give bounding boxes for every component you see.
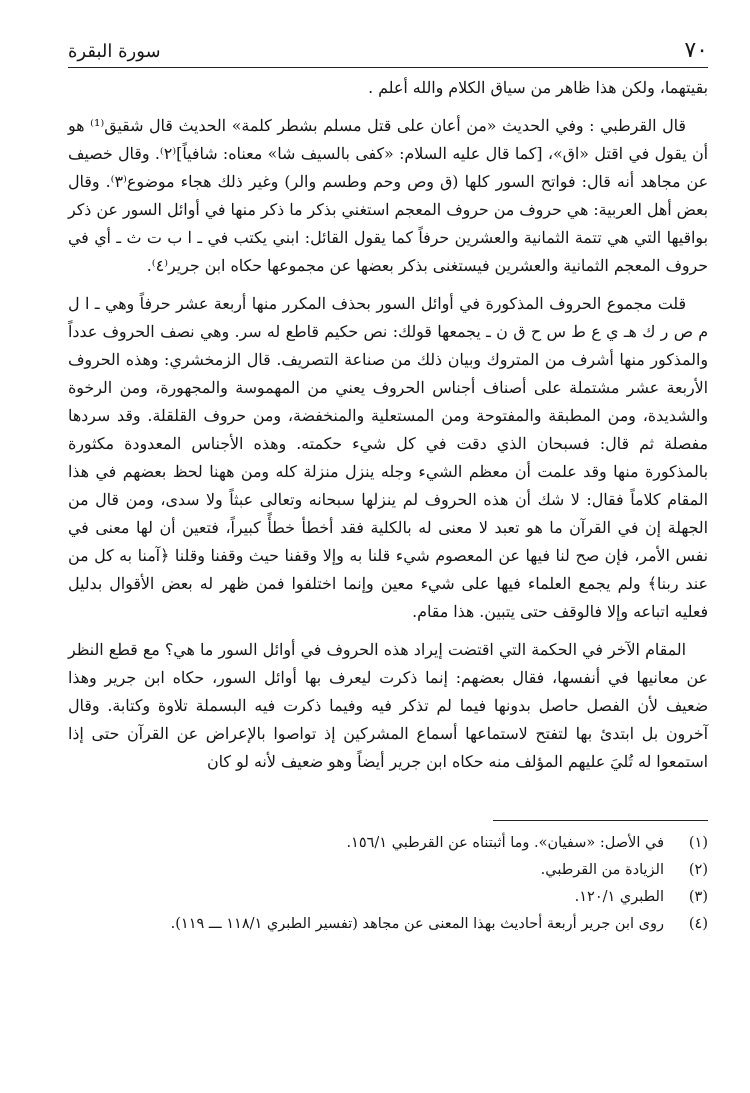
footnote-divider — [493, 820, 708, 821]
footnote — [68, 911, 708, 938]
page-number: ٧٠ — [684, 38, 708, 63]
footnotes — [68, 830, 708, 938]
footnote-text: الطبري ١٢٠/١. — [574, 889, 664, 905]
footnote — [68, 884, 708, 911]
page-header — [68, 30, 708, 68]
footnote-number: (٤) — [688, 916, 708, 932]
surah-title: سورة البقرة — [68, 41, 161, 62]
paragraph: المقام الآخر في الحكمة التي اقتضت إيراد هذه الحروف في أوائل السور ما هي؟ مع قطع النظر عن معانيها في أنفسها، فقال بعضهم: إنما ذكرت ليعرف بها أوائل السور، حكاه ابن جرير وهذا ضعيف لأن الفصل حاصل بدونها فيما لم تذكر فيه وفيما ذكرت فيه البسملة تلاوة وكتابة. وقال آخرون بل ابتدئ بها لتفتح لاستماعها أسماع المشركين إذ تواصوا بالإعراض عن القرآن حتى إذا استمعوا له تُليَ عليهم المؤلف منه حكاه ابن جرير أيضاً وهو ضعيف لأنه لو كان — [68, 640, 708, 771]
footnote — [68, 857, 708, 884]
footnote-number: (٢) — [688, 862, 708, 878]
footnote-number: (١) — [688, 835, 708, 851]
main-text — [68, 74, 708, 776]
footnote-text: الزيادة من القرطبي. — [540, 862, 664, 878]
paragraph: بقيتهما، ولكن هذا ظاهر من سياق الكلام والله أعلم . — [368, 78, 708, 97]
book-page — [68, 30, 708, 1070]
footnote — [68, 830, 708, 857]
paragraph: قلت مجموع الحروف المذكورة في أوائل السور بحذف المكرر منها أربعة عشر حرفاً وهي ـ ا ل م ص ر ك هـ ي ع ط س ح ق ن ـ يجمعها قولك: نص حكيم قاطع له سر. وهي نصف الحروف عدداً والمذكور منها أشرف من المتروك وبيان ذلك من صناعة التصريف. قال الزمخشري: وهذه الحروف الأربعة عشر مشتملة على أصناف أجناس الحروف يعني من المهموسة والمجهورة، ومن الرخوة والشديدة، ومن المطبقة والمفتوحة ومن المستعلية والمنخفضة، ومن حروف القلقلة. وقد سردها مفصلة ثم قال: فسبحان الذي دقت في كل شيء حكمته. وهذه الأجناس المعدودة مكثورة بالمذكورة منها وقد علمت أن معظم الشيء وجله ينزل منزلة كله ومن ههنا لحظ بعضهم في هذا المقام كلاماً فقال: لا شك أن هذه الحروف لم ينزلها سبحانه وتعالى عبثاً ولا سدى، ومن قال من الجهلة إن في القرآن ما هو تعبد لا معنى له بالكلية فقد أخطأ خطأً كبيراً، فتعين أن لها معنى في نفس الأمر، فإن صح لنا فيها عن المعصوم شيء قلنا به وإلا وقفنا حيث وقفنا وقلنا ﴿آمنا به كل من عند ربنا﴾ ولم يجمع العلماء فيها على شيء معين وإنما اختلفوا فمن ظهر له بعض الأقوال بدليل فعليه اتباعه وإلا فالوقف حتى يتبين. هذا مقام. — [68, 294, 708, 621]
footnote-text: روى ابن جرير أربعة أحاديث بهذا المعنى عن مجاهد (تفسير الطبري ١١٨/١ ـــ ١١٩). — [170, 916, 664, 932]
footnote-number: (٣) — [688, 889, 708, 905]
footnote-text: في الأصل: «سفيان». وما أثبتناه عن القرطبي ١٥٦/١. — [346, 835, 664, 851]
paragraph: قال القرطبي : وفي الحديث «من أعان على قتل مسلم بشطر كلمة» الحديث قال شقيق⁽¹⁾ هو أن يقول في اقتل «اق»، [كما قال عليه السلام: «كفى بالسيف شا» معناه: شافياً]⁽٢⁾. وقال خصيف عن مجاهد أنه قال: فواتح السور كلها (ق وص وحم وطسم والر) وغير ذلك هجاء موضوع⁽٣⁾. وقال بعض أهل العربية: هي حروف من حروف المعجم استغني بذكر ما ذكر منها في أوائل السور عن ذكر بواقيها التي هي تتمة الثمانية والعشرين حرفاً كما يقول القائل: ابني يكتب في ـ ا ب ت ث ـ أي في حروف المعجم الثمانية والعشرين فيستغنى بذكر بعضها عن مجموعها حكاه ابن جرير⁽٤⁾. — [68, 116, 709, 275]
